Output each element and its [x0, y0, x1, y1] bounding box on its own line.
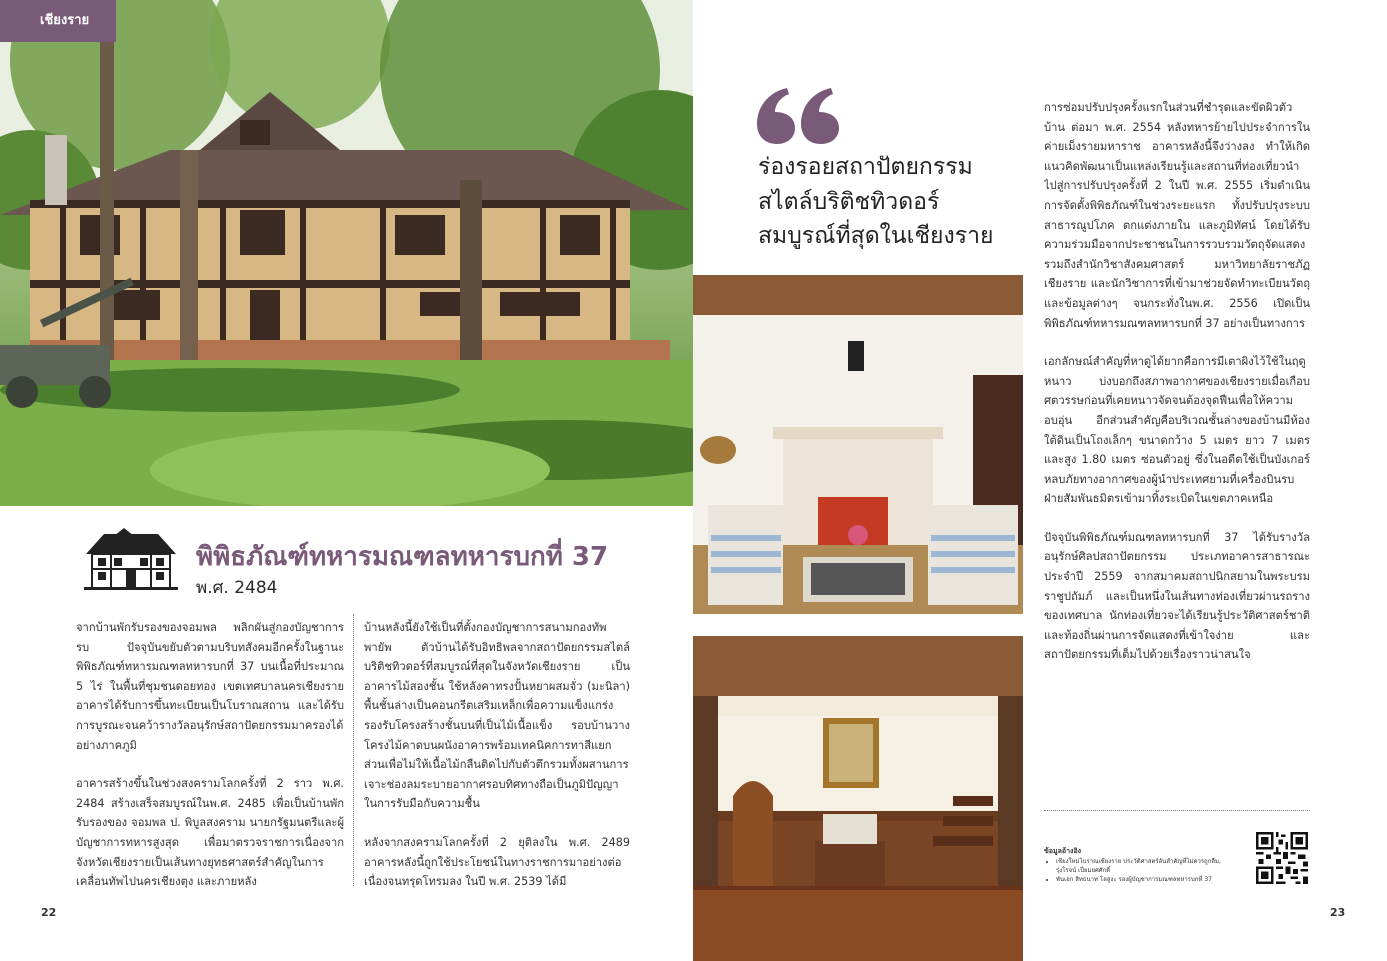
- museum-building-illustration: [0, 0, 693, 506]
- body-paragraph: เอกลักษณ์สำคัญที่หาดูได้ยากคือการมีเตาผิงไว้ใช้ในฤดูหนาว บ่งบอกถึงสภาพอากาศของเชียงรายเมื่อเกือบศตวรรษก่อนที่เคยหนาวจัดจนต้องจุดฟืนเพื่อให้ความอบอุ่น อีกส่วนสำคัญคือบริเวณชั้นล่างของบ้านมีห้องใต้ดินเป็นโถงเล็กๆ ขนาดกว้าง 5 เมตร ยาว 7 เมตร และสูง 1.80 เมตร ซ่อนตัวอยู่ ซึ่งในอดีตใช้เป็นบังเกอร์หลบภัยทางอากาศของผู้นำประเทศยามที่เครื่องบินรบฝ่ายสัมพันธมิตรเข้ามาทิ้งระเบิดในเขตภาคเหนือ: [1044, 355, 1310, 506]
- pull-quote-line: ร่องรอยสถาปัตยกรรม: [758, 154, 973, 180]
- body-column-3: [1044, 98, 1310, 708]
- reference-item: • พันเอก สิทธนาท โลสูงะ รองผู้บัญชาการมณฑลทหารบกที่ 37: [1056, 875, 1242, 884]
- pull-quote: [758, 150, 1028, 254]
- body-column-2: [364, 618, 630, 893]
- references-divider: [1044, 810, 1310, 811]
- pull-quote-line: สมบูรณ์ที่สุดในเชียงราย: [758, 223, 994, 249]
- museum-house-icon: [84, 528, 178, 590]
- article-title: พิพิธภัณฑ์ทหารมณฑลทหารบกที่ 37: [196, 542, 609, 572]
- photo-fireplace-room: [693, 275, 1023, 614]
- qr-code-icon[interactable]: [1256, 832, 1308, 884]
- page-number-left: 22: [41, 906, 57, 919]
- quote-mark-icon: [757, 88, 839, 144]
- reference-item: • เชียงใหม่โบราณเชียงราย ประวัติศาสตร์อันสำคัญที่ไม่ควรถูกลืม, รุ่งโรจน์ เปี่ยมยศศักดิ์: [1056, 857, 1242, 875]
- body-paragraph: อาคารสร้างขึ้นในช่วงสงครามโลกครั้งที่ 2 ราว พ.ศ. 2484 สร้างเสร็จสมบูรณ์ในพ.ศ. 2485 เพื่อเป็นบ้านพักรับรองของ จอมพล ป. พิบูลสงคราม นายกรัฐมนตรีและผู้บัญชาการทหารสูงสุด เพื่อมาตรวจราชการเนื่องจากจังหวัดเชียงรายเป็นเส้นทางยุทธศาสตร์สำคัญในการเคลื่อนทัพไปนครเชียงตุง และภายหลัง: [76, 777, 344, 889]
- page-number-right: 23: [1330, 906, 1346, 919]
- body-paragraph: จากบ้านพักรับรองของจอมพล พลิกผันสู่กองบัญชาการรบ ปัจจุบันขยับตัวตามบริบทสังคมอีกครั้งในฐานะ พิพิธภัณฑ์ทหารมณฑลทหารบกที่ 37 บนเนื้อที่ประมาณ 5 ไร่ ในพื้นที่ชุมชนดอยทอง เขตเทศบาลนครเชียงราย อาคารได้รับการขึ้นทะเบียนเป็นโบราณสถาน และได้รับการบูรณะจนคว้ารางวัลอนุรักษ์สถาปัตยกรรมมาครองได้อย่างภาคภูมิ: [76, 621, 344, 752]
- body-column-1: [76, 618, 344, 893]
- article-subtitle-year: พ.ศ. 2484: [196, 578, 278, 598]
- photo-basement-room: [693, 636, 1023, 961]
- body-paragraph: ปัจจุบันพิพิธภัณฑ์มณฑลทหารบกที่ 37 ได้รับรางวัลอนุรักษ์ศิลปสถาปัตยกรรม ประเภทอาคารสาธารณะ ประจำปี 2559 จากสมาคมสถาปนิกสยามในพระบรมราชูปถัมภ์ และเป็นหนึ่งในเส้นทางท่องเที่ยวผ่านรถรางของเทศบาล นักท่องเที่ยวจะได้เรียนรู้ประวัติศาสตร์ชาติและท้องถิ่นผ่านการจัดแสดงที่เข้าใจง่าย และสถาปัตยกรรมที่เต็มไปด้วยเรื่องราวน่าสนใจ: [1044, 530, 1310, 662]
- column-divider: [353, 614, 354, 886]
- references-title: ข้อมูลอ้างอิง: [1044, 847, 1082, 855]
- references-list: [1052, 857, 1242, 884]
- body-paragraph: การซ่อมปรับปรุงครั้งแรกในส่วนที่ชำรุดและขัดผิวตัวบ้าน ต่อมา พ.ศ. 2554 หลังทหารย้ายไปประจำการในค่ายเม็งรายมหาราช อาคารหลังนี้จึงว่างลง ทำให้เกิดแนวคิดพัฒนาเป็นแหล่งเรียนรู้และสถานที่ท่องเที่ยวนำไปสู่การปรับปรุงครั้งที่ 2 ในปี พ.ศ. 2555 เริ่มดำเนินการจัดตั้งพิพิธภัณฑ์ในช่วงระยะแรก ทั้งปรับปรุงระบบสาธารณูปโภค ตกแต่งภายใน และภูมิทัศน์ โดยได้รับความร่วมมือจากประชาชนในการรวบรวมวัตถุจัดแสดง รวมถึงสำนักวิชาสังคมศาสตร์ มหาวิทยาลัยราชภัฏเชียงราย และนักวิชาการที่เข้ามาช่วยจัดทำทะเบียนวัตถุและข้อมูลต่างๆ จนกระทั่งในพ.ศ. 2556 เปิดเป็นพิพิธภัณฑ์ทหารมณฑลทหารบกที่ 37 อย่างเป็นทางการ: [1044, 101, 1310, 330]
- basement-room-illustration: [693, 636, 1023, 961]
- body-paragraph: หลังจากสงครามโลกครั้งที่ 2 ยุติลงใน พ.ศ. 2489 อาคารหลังนี้ถูกใช้ประโยชน์ในทางราชการมาอย่างต่อเนื่องจนทรุดโทรมลง ในปี พ.ศ. 2539 ได้มี: [364, 835, 630, 889]
- body-paragraph: บ้านหลังนี้ยังใช้เป็นที่ตั้งกองบัญชาการสนามกองทัพพายัพ ตัวบ้านได้รับอิทธิพลจากสถาปัตยกรรมสไตล์บริติชทิวดอร์ที่สมบูรณ์ที่สุดในจังหวัดเชียงราย เป็นอาคารไม้สองชั้น ใช้หลังคาทรงปั้นหยาผสมจั่ว (มะนิลา) พื้นชั้นล่างเป็นคอนกรีตเสริมเหล็กเพื่อความแข็งแกร่ง รองรับโครงสร้างชั้นบนที่เป็นไม้เนื้อแข็ง รอบบ้านวางโครงไม้คาดบนผนังอาคารพร้อมเทคนิคการทาสีแยกส่วนเพื่อไม่ให้เนื้อไม้กลืนติดไปกับตัวตึกรวมทั้งผสานการเจาะช่องลมระบายอากาศรอบทิศทางถือเป็นภูมิปัญญาในการรับมือกับความชื้น: [364, 621, 630, 811]
- fireplace-room-illustration: [693, 275, 1023, 614]
- hero-photo-museum-building: [0, 0, 693, 506]
- section-tag: เชียงราย: [0, 0, 116, 42]
- pull-quote-line: สไตล์บริติชทิวดอร์: [758, 188, 940, 215]
